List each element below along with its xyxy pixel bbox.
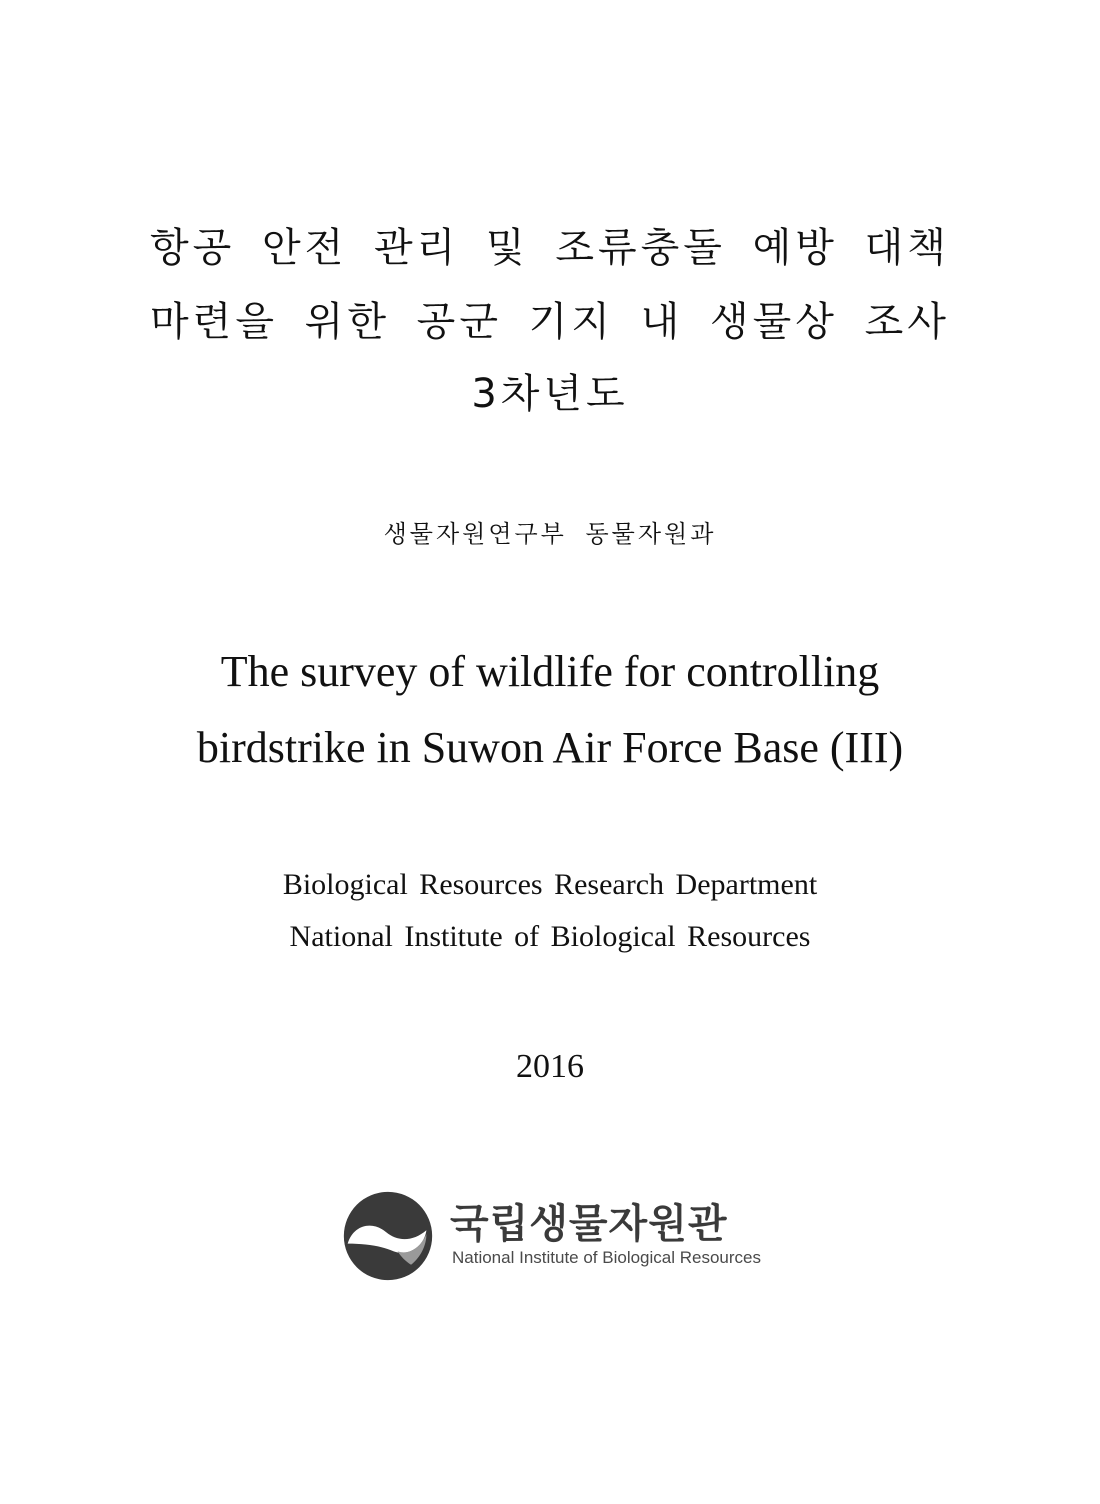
korean-title-line-1: 항공 안전 관리 및 조류충돌 예방 대책 <box>150 225 950 271</box>
logo-korean-name: 국립생물자원관 <box>450 1201 728 1247</box>
logo-english-name: National Institute of Biological Resources <box>452 1248 761 1267</box>
publication-year: 2016 <box>516 1048 584 1085</box>
swirl-emblem-icon <box>340 1188 436 1284</box>
english-department-line-2: National Institute of Biological Resources <box>289 920 811 953</box>
english-department-line-1: Biological Resources Research Department <box>282 868 818 901</box>
institute-logo <box>340 1186 800 1286</box>
korean-title-line-2: 마련을 위한 공군 기지 내 생물상 조사 <box>150 299 950 345</box>
english-title-line-1: The survey of wildlife for controlling <box>220 647 880 696</box>
english-title-line-2: birdstrike in Suwon Air Force Base (III) <box>196 723 904 772</box>
korean-department: 생물자원연구부 동물자원과 <box>383 520 717 548</box>
korean-title-line-3: 3차년도 <box>471 371 629 417</box>
